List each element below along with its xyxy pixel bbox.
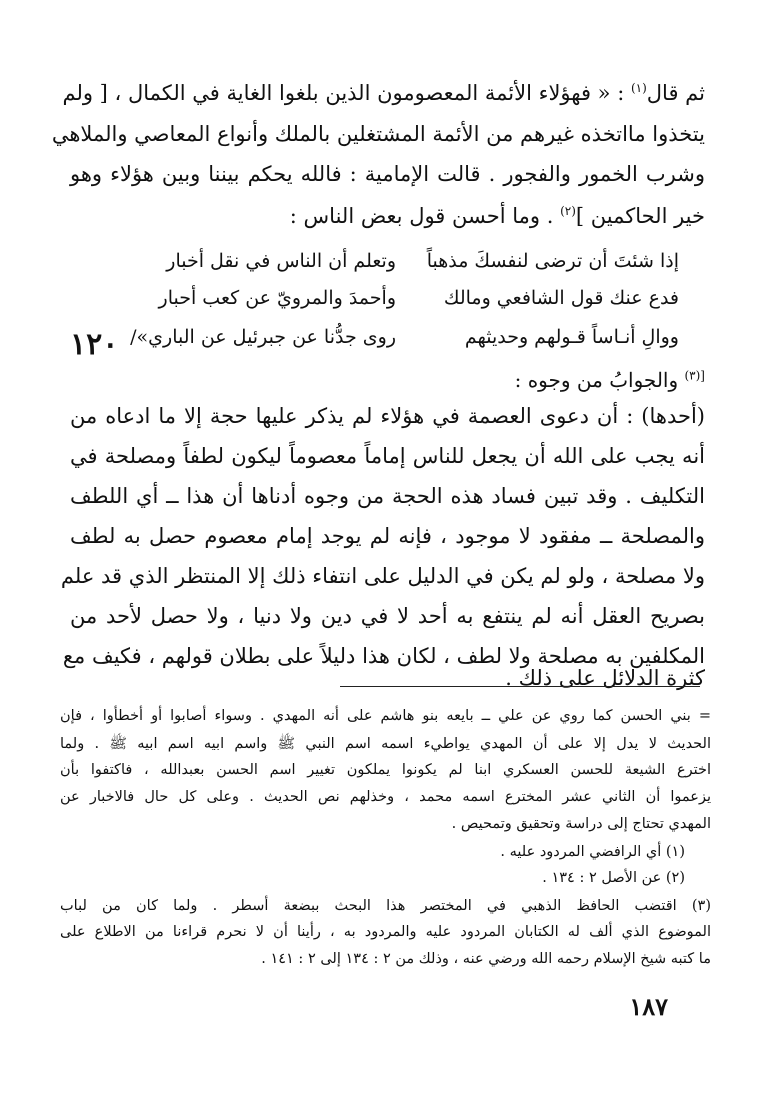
main-text-line-3: وشرب الخمور والفجور . قالت الإمامية : فالله يحكم بيننا وبين هؤلاء وهو [70,162,705,186]
footnote-continuation-line-5: المهدي تحتاج إلى دراسة وتحقيق وتمحيص . [451,816,711,832]
main-text-line-11: المكلفين به مصلحة ولا لطف ، لكان هذا دليلاً على بطلان قولهم ، فكيف مع [62,644,705,668]
footnote-continuation-line-4: يزعموا أن الثاني عشر المخترع اسمه محمد ، وخذلهم نص الحديث . وعلى كل حال فالاخبار عن [60,789,711,805]
main-text-line-10: بصريح العقل أنه لم ينتفع به أحد لا في دين ولا دنيا ، ولا حصل لأحد من [70,604,705,628]
main-text-line-2: يتخذوا مااتخذه غيرهم من الأئمة المشتغلين بالملك وأنواع المعاصي والملاهي [51,122,705,146]
footnote-ref-3: [(٣) [684,368,705,383]
poem-verse-1 [126,250,679,280]
main-text-line-5: (أحدها) : أن دعوى العصمة في هؤلاء لم يذكر عليها حجة إلا ما ادعاه من [70,404,705,428]
main-text-line-4 [70,205,705,227]
main-text-line-1 [62,81,705,105]
footnote-ref-2: (٢) [560,204,576,218]
footnote-1: (١) أي الرافضي المردود عليه . [500,844,685,860]
poem-verse-2-second-hemistich: وأحمدَ والمرويّ عن كعب أحبار [158,287,396,309]
answer-intro [70,368,705,392]
footnote-ref-1: (١) [630,81,647,95]
footnote-3-line-2: الموضوع الذي ألف له الكتابان المردود عليه والمردود به ، رأينا أن لا نحرم قراءنا من الاطلاع على [60,924,711,940]
footnote-3-line-1: (٣) اقتضب الحافظ الذهبي في المختصر هذا البحث ببضعة أسطر . ولما كان من لباب [60,898,711,914]
main-text-line-1-rest: : « فهؤلاء الأئمة المعصومون الذين بلغوا الغاية في الكمال ، [ ولم [62,81,625,105]
answer-intro-text: والجوابُ من وجوه : [514,368,679,392]
footnote-continuation-line-1: = بني الحسن كما روي عن علي ــ بايعه بنو هاشم على أنه المهدي . وسواء أصابوا أو أخطأوا ، فإن [60,708,711,724]
poem-verse-3-first-hemistich: ووالِ أنـاساً قـولهم وحديثهم [464,326,679,348]
main-text-line-7: التكليف . وقد تبين فساد هذه الحجة من وجوه أدناها أن هذا ــ أي اللطف [70,484,705,508]
poem-verse-2 [126,287,679,317]
main-text-line-4-start: خير الحاكمين ] [575,204,705,228]
main-text-line-1-start: ثم قال [646,81,705,105]
poem-verse-1-second-hemistich: وتعلم أن الناس في نقل أخبار [166,250,396,272]
page-number: ١٨٧ [629,992,668,1021]
footnote-continuation-line-3: اخترع الشيعة للحسن العسكري ابنا لم يكونوا يملكون تغيير اسم الحسن بعبدالله ، فاكتفوا بأن [60,762,711,778]
main-text-line-8: والمصلحة ــ مفقود لا موجود ، فإنه لم يوجد إمام معصوم حصل به لطف [70,524,705,548]
margin-page-reference: ١٢٠ [70,327,119,362]
poem-verse-3 [126,326,679,356]
footnote-continuation-line-2: الحديث لا يدل إلا على أن المهدي يواطيء اسمه اسم النبي ﷺ واسم ابيه اسم ابيه ﷺ . ولما [60,736,711,752]
main-text-line-6: أنه يجب على الله أن يجعل للناس إماماً معصوماً ليكون لطفاً ومصلحة في [70,444,705,468]
poem-verse-2-first-hemistich: فدع عنك قول الشافعي ومالك [443,287,679,309]
poem-verse-3-second-hemistich: روى جدُّنا عن جبرئيل عن الباري»/ [130,326,396,348]
footnote-2: (٢) عن الأصل ٢ : ١٣٤ . [542,870,685,886]
footnote-3-line-3: ما كتبه شيخ الإسلام رحمه الله ورضي عنه ، وذلك من ٢ : ١٣٤ إلى ٢ : ١٤١ . [261,951,711,967]
main-text-line-9: ولا مصلحة ، ولو لم يكن في الدليل على انتفاء ذلك إلا المنتظر الذي قد علم [60,564,705,588]
poem-verse-1-first-hemistich: إذا شئتَ أن ترضى لنفسكَ مذهباً [426,250,679,272]
main-text-line-4-rest: . وما أحسن قول بعض الناس : [289,204,554,228]
footnote-separator [340,686,700,687]
main-text-line-12: كثرة الدلائل على ذلك . [505,666,705,690]
